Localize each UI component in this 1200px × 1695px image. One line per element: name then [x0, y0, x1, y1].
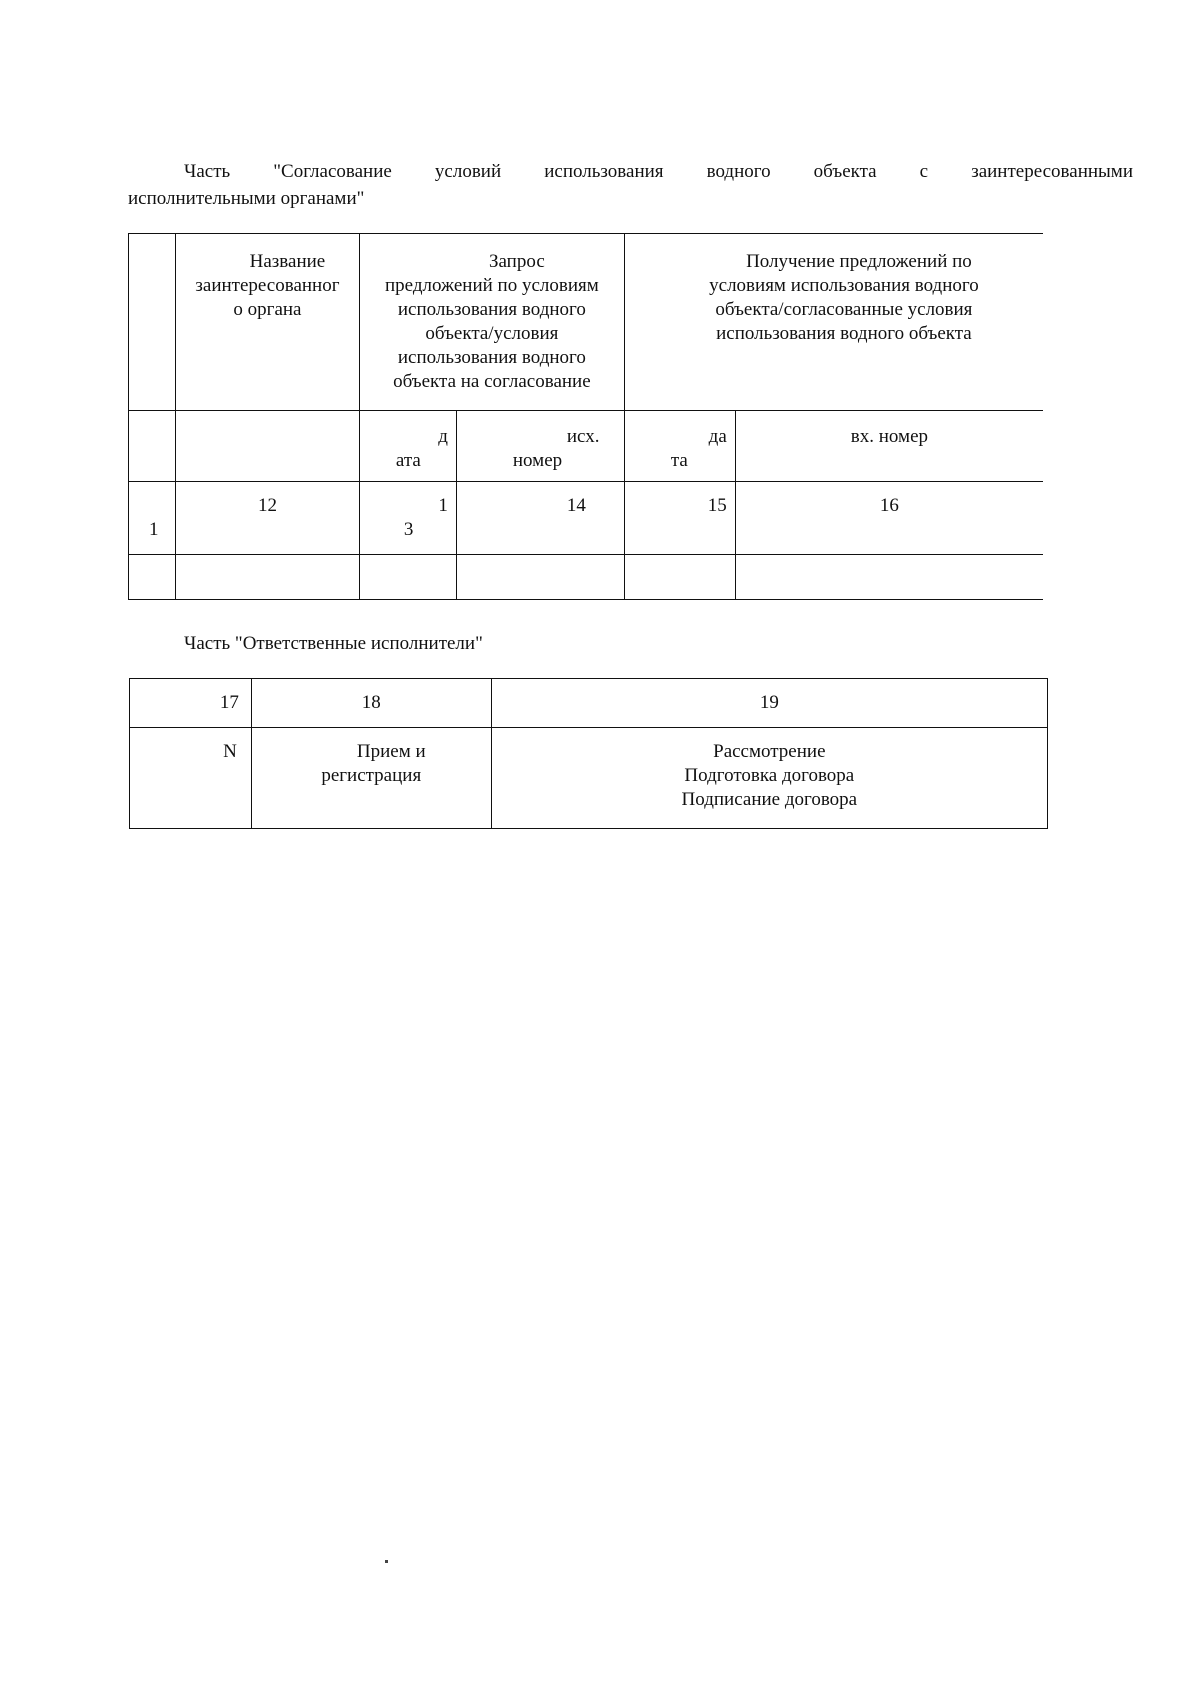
table-cell [129, 482, 176, 555]
receipt-header [624, 234, 1043, 411]
header-line: условиям использования водного [709, 275, 979, 296]
receipt-number-header [735, 411, 1043, 482]
cell-line: Подписание договора [681, 789, 858, 810]
header-line: вх. номер [850, 426, 928, 447]
table-cell [129, 234, 176, 411]
table-cell [129, 411, 176, 482]
request-number-header [456, 411, 624, 482]
table-cell [175, 482, 359, 555]
column-number: 12 [257, 495, 277, 516]
table-cell [735, 482, 1043, 555]
header-line: Получение предложений по [746, 251, 972, 272]
header-line: та [670, 450, 688, 471]
header-line: да [708, 426, 727, 447]
table-cell [624, 555, 735, 600]
table-cell [175, 555, 359, 600]
table-cell [491, 679, 1047, 728]
table-row [129, 555, 1044, 600]
table-cell [735, 555, 1043, 600]
agreement-table [128, 233, 1043, 600]
title-word: условий [434, 161, 502, 182]
column-number: 3 [403, 519, 414, 540]
header-line: Запрос [488, 251, 545, 272]
table-cell [130, 679, 252, 728]
title-word: водного [706, 161, 771, 182]
header-line: ата [395, 450, 421, 471]
table-cell [251, 728, 491, 829]
column-number: 15 [707, 495, 727, 516]
table-number-row [130, 679, 1048, 728]
header-line: о органа [233, 299, 302, 320]
table-cell [129, 555, 176, 600]
table-number-row [129, 482, 1044, 555]
table-header-row [129, 234, 1044, 411]
column-number: 19 [759, 692, 779, 713]
title-word: заинтересованными [971, 161, 1133, 182]
header-line: предложений по условиям [384, 275, 599, 296]
header-line: исх. [566, 426, 600, 447]
table-cell [175, 411, 359, 482]
scan-dot [385, 1560, 388, 1563]
header-line: использования водного объекта [716, 323, 972, 344]
title-word: использования [544, 161, 664, 182]
cell-line: регистрация [321, 765, 422, 786]
column-number: 18 [361, 692, 381, 713]
title-word: Часть [184, 161, 231, 182]
table-cell [359, 482, 456, 555]
section1-title-line2: исполнительными органами" [128, 188, 365, 209]
header-line: д [438, 426, 448, 447]
column-number: 1 [438, 495, 448, 516]
column-number: 14 [566, 495, 586, 516]
section2-title: Часть "Ответственные исполнители" [184, 633, 483, 654]
table-cell [359, 555, 456, 600]
table-subheader-row [129, 411, 1044, 482]
title-word: объекта [813, 161, 877, 182]
executors-table [129, 678, 1048, 829]
column-number: 1 [149, 519, 159, 540]
row-label: N [223, 741, 237, 762]
table-cell [251, 679, 491, 728]
header-line: использования водного [397, 299, 586, 320]
cell-line: Подготовка договора [684, 765, 855, 786]
header-line: заинтересованног [195, 275, 340, 296]
request-date-header [359, 411, 456, 482]
table-cell [624, 482, 735, 555]
header-line: объекта на согласование [393, 371, 591, 392]
table-cell [456, 482, 624, 555]
header-line: номер [512, 450, 563, 471]
header-line: использования водного [397, 347, 586, 368]
request-header [359, 234, 624, 411]
cell-line: Рассмотрение [713, 741, 826, 762]
table-cell [491, 728, 1047, 829]
column-number: 16 [879, 495, 899, 516]
table-cell [456, 555, 624, 600]
title-word: с [919, 161, 929, 182]
header-line: объекта/условия [425, 323, 559, 344]
header-line: объекта/согласованные условия [715, 299, 973, 320]
title-word: "Согласование [273, 161, 392, 182]
table-row [130, 728, 1048, 829]
organ-name-header [175, 234, 359, 411]
header-line: Название [249, 251, 326, 272]
table-cell [130, 728, 252, 829]
cell-line: Прием и [356, 741, 426, 762]
column-number: 17 [219, 692, 239, 713]
receipt-date-header [624, 411, 735, 482]
section1-title-line1 [128, 158, 1133, 185]
